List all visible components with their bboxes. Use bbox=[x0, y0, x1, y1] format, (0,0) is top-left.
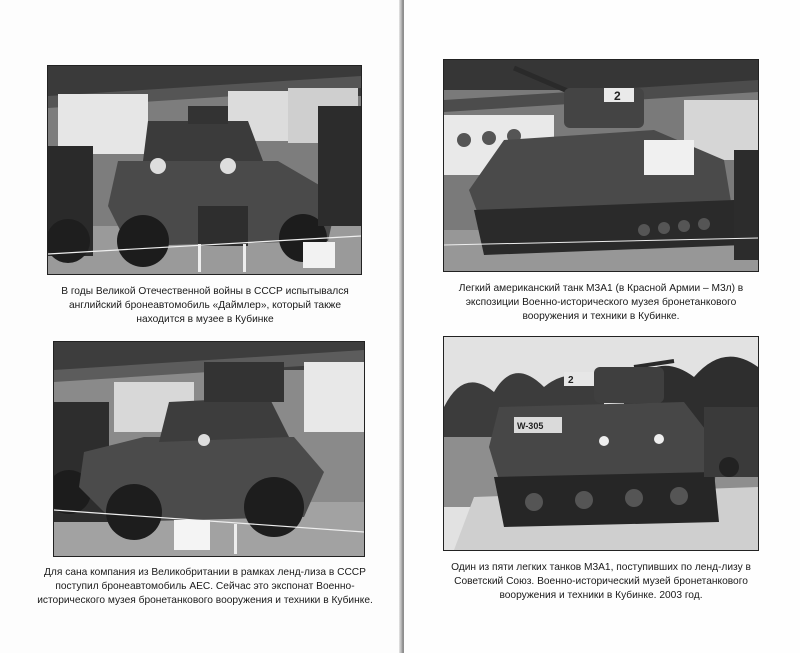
right-page bbox=[404, 0, 800, 653]
caption-line: Для сана компания из Великобритании в рамках ленд-лиза в СССР bbox=[44, 567, 366, 578]
caption-line: экспозиции Военно-исторического музея бронетанкового bbox=[465, 297, 737, 308]
photo-m3a1-museum bbox=[443, 59, 759, 272]
caption-line: исторического музея бронетанкового вооружения и техники в Кубинке. bbox=[37, 595, 373, 606]
turret-number: 2 bbox=[568, 375, 574, 386]
light-tank-photo-icon bbox=[444, 60, 758, 271]
caption-line: Один из пяти легких танков М3А1, поступивших по ленд-лизу в bbox=[451, 562, 751, 573]
caption-line: вооружения и техники в Кубинке. 2003 год. bbox=[499, 590, 703, 601]
light-tank-photo-icon bbox=[444, 337, 758, 550]
caption-line: английский бронеавтомобиль «Даймлер», который также bbox=[68, 300, 342, 311]
caption-line: Советский Союз. Военно-исторический музей бронетанкового bbox=[454, 576, 748, 587]
caption-line: вооружения и техники в Кубинке. bbox=[522, 311, 680, 322]
photo-aec-armored-car bbox=[53, 341, 365, 557]
caption-aec bbox=[20, 566, 390, 608]
armored-car-photo-icon bbox=[48, 66, 361, 274]
armored-car-photo-icon bbox=[54, 342, 364, 556]
photo-daimler-armored-car bbox=[47, 65, 362, 275]
caption-line: находится в музее в Кубинке bbox=[136, 314, 274, 325]
caption-m3a1-outdoor bbox=[416, 561, 786, 603]
caption-daimler bbox=[20, 285, 390, 327]
caption-line: Легкий американский танк М3А1 (в Красной Армии – М3л) в bbox=[458, 283, 744, 294]
caption-m3a1-museum bbox=[416, 282, 786, 324]
turret-number: 2 bbox=[614, 89, 621, 103]
caption-line: поступил бронеавтомобиль АЕС. Сейчас это экспонат Военно- bbox=[55, 581, 355, 592]
caption-line: В годы Великой Отечественной войны в СССР испытывался bbox=[61, 286, 349, 297]
photo-m3a1-outdoor bbox=[443, 336, 759, 551]
hull-code: W-305 bbox=[517, 421, 544, 431]
